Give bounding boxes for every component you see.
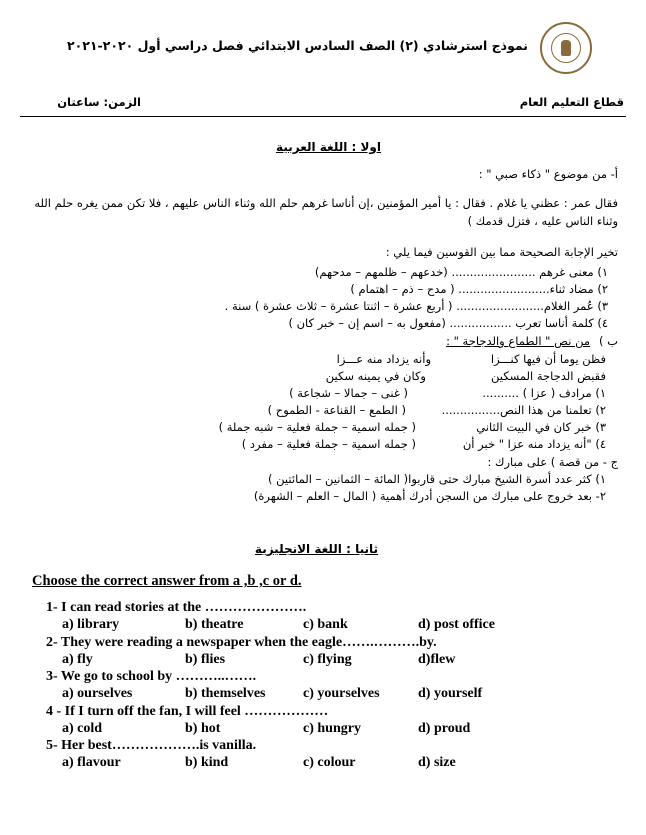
arabic-b1-options: ( غنى – جمالا – شجاعة ) [289,386,408,400]
english-question-2: 2- They were reading a newspaper when the eagle…….……….by. [46,634,437,650]
english-question-3: 3- We go to school by ………..……. [46,669,257,684]
exam-title: نموذج استرشادي (٢) الصف السادس الابتدائي فصل دراسي أول ٢٠٢٠-٢٠٢١ [66,38,528,53]
option-a-q4[interactable]: a) cold [62,720,103,736]
option-b-q1[interactable]: b) theatre [185,617,244,632]
option-a-q3[interactable]: a) ourselves [62,686,133,701]
logo-inner-ring [551,33,581,63]
arabic-q4: ٤) كلمة أناسا تعرب ................. (مفعول به – اسم إن – خبر كان ) [288,316,608,330]
option-c-q5[interactable]: c) colour [303,755,356,770]
option-d-q5[interactable]: d) size [418,755,456,770]
option-d-q3[interactable]: d) yourself [418,686,483,701]
option-b-q4[interactable]: b) hot [185,720,221,736]
poem-line-2b: وكان في يمينه سكين [325,369,426,383]
arabic-b3: ٣) خبر كان في البيت الثاني [476,420,606,434]
header-divider [20,116,626,117]
passage-line-2: وثناء الناس عليه ، فتزل قدمك ) [467,214,618,228]
arabic-b4-options: ( جمله اسمية – جملة فعلية – مفرد ) [241,437,416,451]
option-c-q2[interactable]: c) flying [303,651,352,667]
arabic-b4: ٤) "أنه يزداد منه عزا " خبر أن [462,437,606,451]
poem-line-1a: فظن يوما أن فيها كنـــزا [490,352,606,366]
option-c-q4[interactable]: c) hungry [303,720,361,736]
english-question-4: 4 - If I turn off the fan, I will feel ……………… [46,703,329,719]
english-section-title: ثانيا : اللغة الانجليزية [254,542,378,556]
option-a-q1[interactable]: a) library [62,617,120,632]
arabic-section-title: اولا : اللغة العربية [276,140,381,154]
part-b-title: من نص " الطماع والدجاجة " : [446,334,590,348]
arabic-c1: ١) كثر عدد أسرة الشيخ مبارك حتى قاربوا( المائة – الثمانين – المائتين ) [268,472,606,486]
option-b-q3[interactable]: b) themselves [185,686,266,701]
option-a-q2[interactable]: a) fly [62,651,93,667]
part-c-heading: ج - من قصة ) على مبارك : [487,455,618,469]
choose-instruction: تخير الإجابة الصحيحة مما بين القوسين فيما يلي : [385,245,618,259]
poem-line-2a: فقبض الدجاجة المسكين [491,369,606,383]
part-b-label: ب ) [599,334,618,348]
arabic-b2: ٢) تعلمنا من هذا النص................ [441,403,606,417]
passage-line-1: فقال عمر : عظني يا غلام . فقال : يا أمير المؤمنين ،إن أناسا غرهم حلم الله وثناء الناس عليهم ، فلا تكن ممن يغره حلم الله [34,196,618,210]
eagle-icon [561,40,571,56]
sector-label: قطاع التعليم العام [519,95,624,109]
arabic-b2-options: ( الطمع – القناعة - الطموح ) [267,403,406,417]
option-a-q5[interactable]: a) flavour [62,755,121,770]
option-d-q2[interactable]: d)flew [418,651,456,667]
option-c-q3[interactable]: c) yourselves [303,686,380,701]
english-question-1: 1- I can read stories at the …………………. [46,600,307,615]
option-d-q4[interactable]: d) proud [418,720,471,736]
arabic-q3: ٣) عُمر الغلام........................ ( أربع عشرة – اثنتا عشرة – ثلاث عشرة ) سنة . [224,299,608,313]
arabic-c2: ٢- بعد خروج على مبارك من السجن أدرك أهمية ( المال – العلم – الشهرة) [253,489,606,503]
option-b-q5[interactable]: b) kind [185,755,229,770]
arabic-q2: ٢) مضاد ثناء......................... ( مدح – ذم – اهتمام ) [350,282,608,296]
arabic-b1: ١) مرادف ( عزا ) .......... [482,386,606,400]
arabic-q1: ١) معنى غرهم ....................... (خدعهم – ظلمهم – مدحهم) [314,265,608,279]
option-d-q1[interactable]: d) post office [418,617,495,632]
time-label: الزمن: ساعتان [57,95,141,109]
poem-line-1b: وأنه يزداد منه عـــزا [336,352,431,366]
option-b-q2[interactable]: b) flies [185,651,226,667]
ministry-logo [540,22,592,74]
option-c-q1[interactable]: c) bank [303,617,348,632]
part-a-heading: أ- من موضوع " ذكاء صبي " : [478,167,618,181]
english-question-5: 5- Her best……………….is vanilla. [46,738,257,753]
arabic-b3-options: ( جمله اسمية – جملة فعلية – شبه جملة ) [218,420,416,434]
english-instruction: Choose the correct answer from a ,b ,c or d. [32,573,302,589]
